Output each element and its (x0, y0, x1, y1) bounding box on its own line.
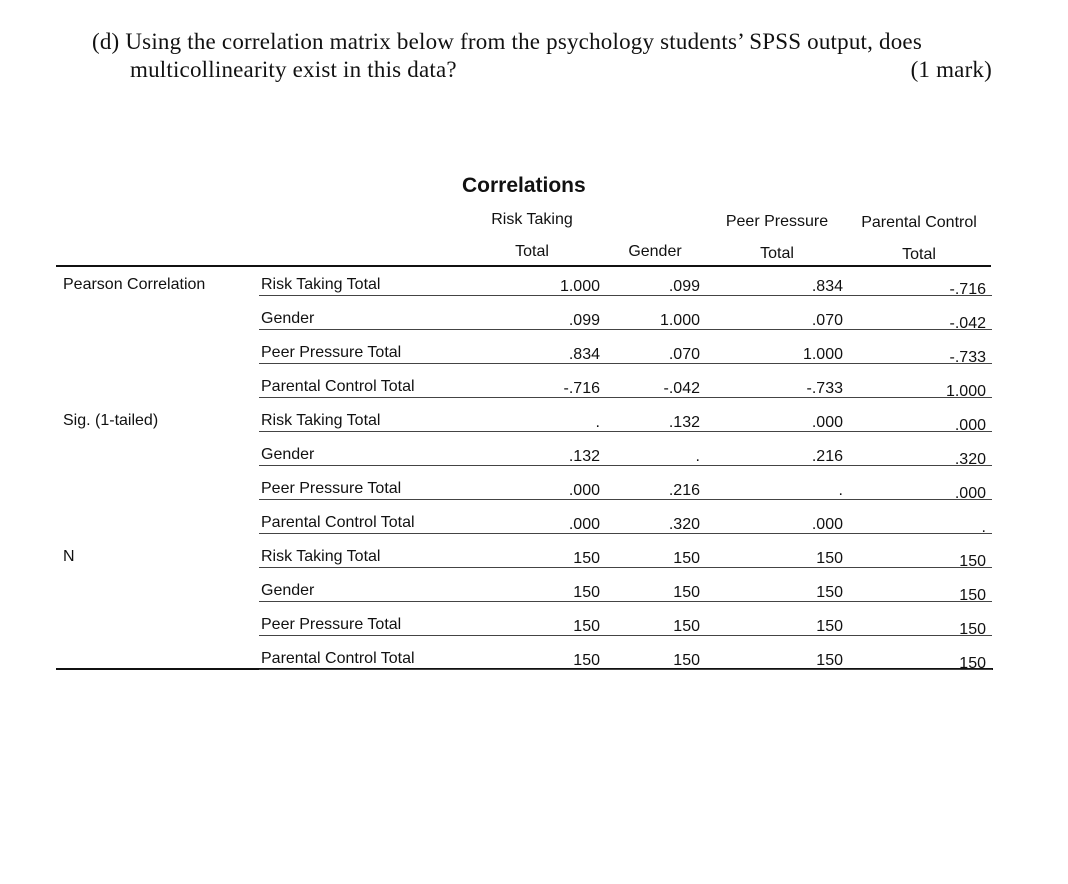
question-marks: (1 mark) (910, 57, 992, 82)
group-label: Sig. (1-tailed) (63, 412, 159, 429)
table-cell: .000 (954, 485, 986, 502)
table-cell: .834 (811, 278, 843, 295)
table-cell: .099 (568, 312, 600, 329)
row-variable-label: Peer Pressure Total (261, 344, 402, 361)
header-rule (56, 265, 991, 267)
question-text (92, 28, 992, 84)
row-variable-label: Gender (261, 582, 315, 599)
table-cell: .070 (811, 312, 843, 329)
row-variable-label: Risk Taking Total (261, 548, 381, 565)
table-cell: .000 (568, 482, 600, 499)
column-header-risk-taking: Risk Taking Total (491, 211, 573, 260)
table-cell: .320 (954, 451, 986, 468)
table-cell: .000 (954, 417, 986, 434)
table-cell: -.716 (949, 281, 986, 298)
row-variable-label: Peer Pressure Total (261, 616, 402, 633)
table-cell: -.042 (663, 380, 700, 397)
group-label: Pearson Correlation (63, 276, 206, 293)
table-cell: .000 (811, 414, 843, 431)
row-variable-label: Parental Control Total (261, 514, 415, 531)
table-cell: . (981, 519, 986, 536)
table-cell: 150 (673, 550, 700, 567)
table-cell: 150 (816, 584, 843, 601)
table-cell: 150 (816, 652, 843, 669)
row-variable-label: Peer Pressure Total (261, 480, 402, 497)
row-variable-label: Risk Taking Total (261, 412, 381, 429)
table-cell: 150 (816, 618, 843, 635)
row-variable-label: Gender (261, 446, 315, 463)
table-cell: .834 (568, 346, 600, 363)
table-cell: . (695, 448, 700, 465)
table-cell: .000 (811, 516, 843, 533)
table-cell: -.716 (563, 380, 600, 397)
table-cell: . (595, 414, 600, 431)
table-cell: .070 (668, 346, 700, 363)
table-cell: 150 (573, 652, 600, 669)
table-cell: .132 (568, 448, 600, 465)
table-title: Correlations (462, 174, 586, 197)
table-cell: .216 (811, 448, 843, 465)
table-cell: 1.000 (659, 312, 700, 329)
table-cell: 150 (573, 618, 600, 635)
table-cell: 150 (959, 621, 986, 638)
table-cell: 150 (573, 550, 600, 567)
column-header-parental-control: Parental Control Total (861, 214, 977, 263)
table-cell: 1.000 (802, 346, 843, 363)
table-cell: 150 (959, 553, 986, 570)
table-cell: .216 (668, 482, 700, 499)
table-cell: 1.000 (559, 278, 600, 295)
group-label: N (63, 548, 75, 565)
table-cell: 150 (573, 584, 600, 601)
table-cell: . (838, 482, 843, 499)
table-cell: 150 (673, 652, 700, 669)
table-cell: -.042 (949, 315, 986, 332)
question-line-2: multicollinearity exist in this data? (130, 57, 457, 82)
table-cell: .320 (668, 516, 700, 533)
column-header-gender: Gender (628, 243, 682, 260)
column-header-peer-pressure: Peer Pressure Total (725, 213, 829, 262)
table-cell: .132 (668, 414, 700, 431)
table-cell: .000 (568, 516, 600, 533)
question-line-1: (d) Using the correlation matrix below from the psychology students’ SPSS output, does (92, 29, 922, 54)
table-cell: -.733 (949, 349, 986, 366)
table-cell: 150 (959, 587, 986, 604)
table-cell: 150 (673, 584, 700, 601)
table-cell: 150 (959, 655, 986, 672)
row-variable-label: Parental Control Total (261, 650, 415, 667)
table-cell: 150 (816, 550, 843, 567)
row-variable-label: Risk Taking Total (261, 276, 381, 293)
table-cell: .099 (668, 278, 700, 295)
table-cell: 1.000 (945, 383, 986, 400)
table-cell: -.733 (806, 380, 843, 397)
row-variable-label: Parental Control Total (261, 378, 415, 395)
table-cell: 150 (673, 618, 700, 635)
row-variable-label: Gender (261, 310, 315, 327)
